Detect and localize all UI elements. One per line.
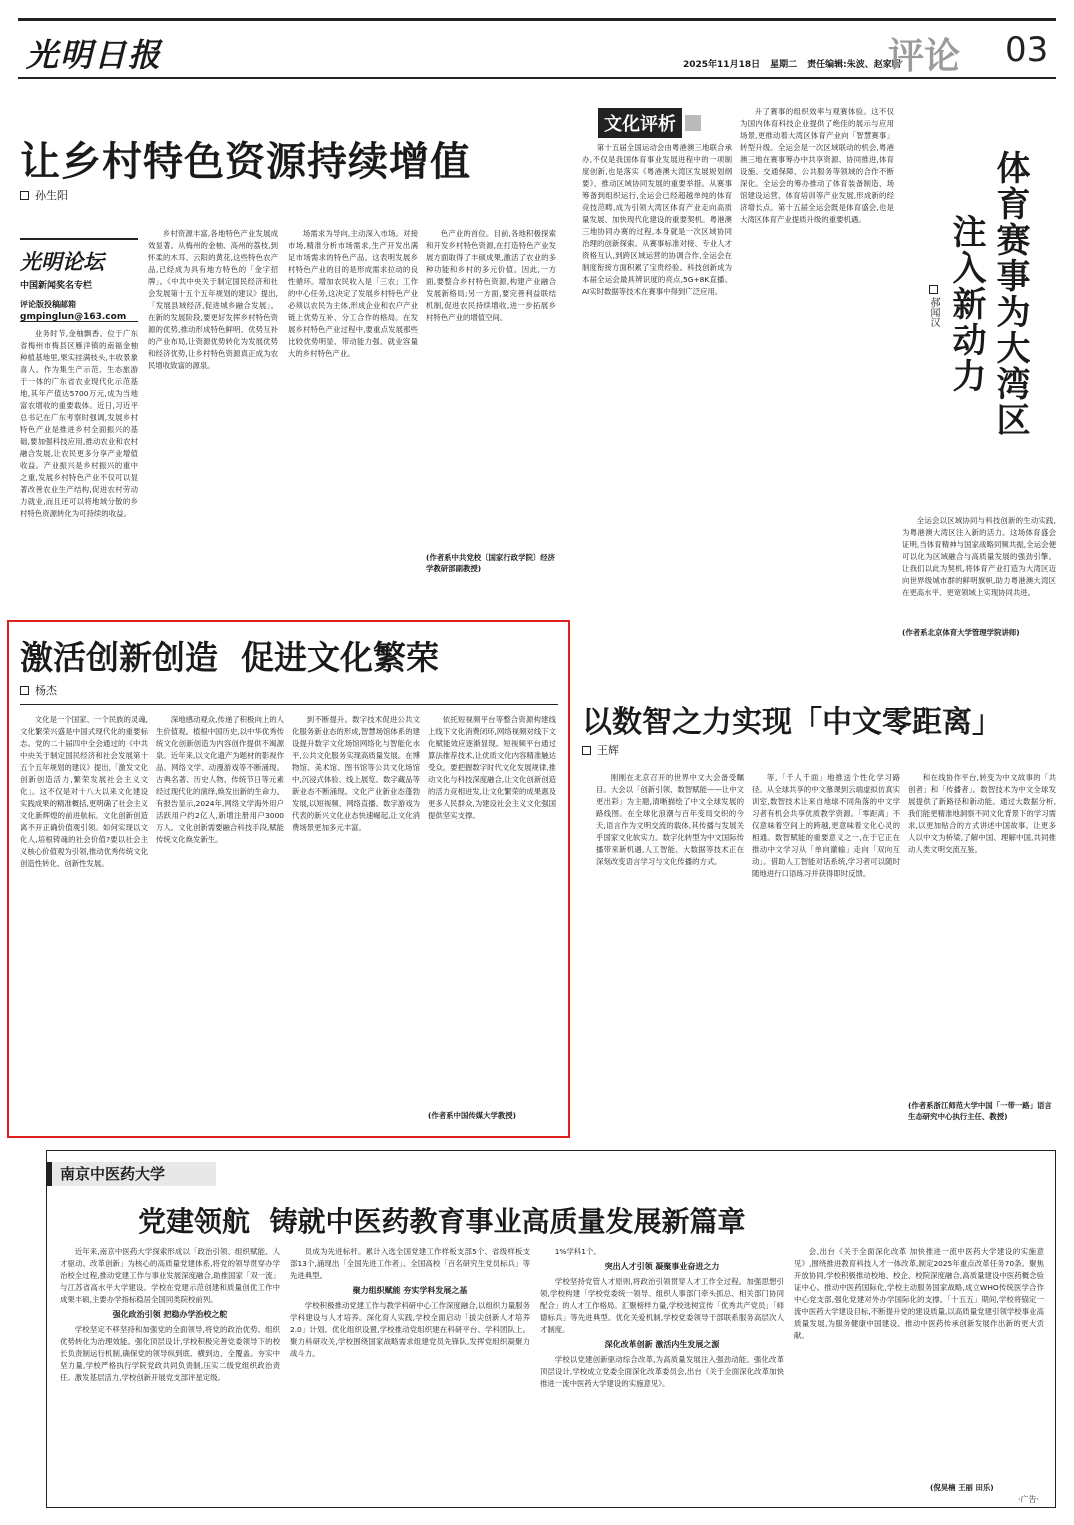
- article4-author: 王辉: [597, 744, 619, 757]
- article4-byline: [582, 742, 619, 758]
- article2-column-1: 第十五届全国运动会由粤港澳三地联合承办,不仅是我国体育事业发展进程中的一项制度创新,也是落实《粤港澳大湾区发展规划纲要》、推动区域协同发展的重要举措。从赛事筹备到组织运行,全运会已经超越单纯的体育竞技范畴,成为引领大湾区体育产业走向高质量发展、加快现代化建设的重要契机。粤港澳三地协同办赛的过程,本身就是一次区域协同治理的创新探索。从赛事标准对接、专业人才资格互认,到跨区域运营的协调合作,全运会在制度衔接方面积累了宝贵经验。科技创新成为本届全运会最具辨识度的亮点,5G+8K直播、AI实时数据等技术在赛事中得到广泛应用。: [582, 143, 732, 296]
- article1-title: 让乡村特色资源持续增值: [20, 138, 471, 185]
- masthead-bottom-rule: [18, 77, 1056, 79]
- date-line: 2025年11月18日: [683, 60, 761, 70]
- article3-credit: (作者系中国传媒大学教授): [428, 1111, 517, 1120]
- article3-column-3: 到不断提升。数字技术促进公共文化服务新业态的形成,智慧场馆体系的建设提升数字文化场馆网络化与智能化水平,公共文化服务实现高质量发展。在博物馆、美术馆、图书馆等公共文化场馆中,沉浸式体验、线上展览、数字藏品等新业态不断涌现。文化产业新业态蓬勃发展,以短视频、网络直播、数字游戏为代表的新兴文化业态快速崛起,让文化消费场景更加多元丰富。: [292, 715, 420, 832]
- article1-author: 孙生阳: [35, 189, 68, 202]
- article2-byline: [926, 285, 941, 327]
- article4-title: 以数智之力实现「中文零距离」: [582, 705, 1002, 740]
- forum-email: gmpinglun@163.com: [20, 312, 127, 322]
- culture-review-label: [598, 108, 701, 138]
- byline-square-icon: [20, 686, 29, 695]
- article3-column-4: 依托短视频平台等整合资源构建线上线下文化消费闭环,网络视频对线下文化赋能效应逐渐显现。短视频平台通过算法推荐技术,让优质文化内容精准触达受众。要把握数字时代文化发展规律,推动文化与科技深度融合,让文化创新创造的活力竞相迸发,让文化繁荣的成果惠及更多人民群众,为建设社会主义文化强国提供坚实支撑。: [428, 715, 556, 820]
- forum-box: [20, 238, 138, 322]
- editors: 责任编辑:朱波、赵家明: [807, 60, 901, 70]
- article2-title-line2: 注入新动力: [946, 214, 986, 394]
- ad-column-4: 会,出台《关于全面深化改革 加快推进一流中医药大学建设的实施意见》,围绕推进教育科技人才一体改革,制定2025年重点改革任务70条。聚焦开放协同,学校积极推动校地、校企、校院深度融合,高质量建设中医药概念验证中心。推动中医药国际化,学校主动服务国家战略,成立WHO传统医学合作中心党支部,强化党建对外办学国际化的支撑。「十五五」期间,学校将锚定一流中医药大学建设目标,不断提升党的建设质量,以高质量党建引领学校事业高质量发展,为服务健康中国建设、推动中医药传承创新发展作出新的更大贡献。: [794, 1247, 1044, 1340]
- byline-square-icon: [20, 191, 29, 200]
- top-rule: [18, 18, 1056, 21]
- article4-column-1: 刚刚在北京召开的世界中文大会备受瞩目。大会以「创新引领、数智赋能——让中文更出彩」为主题,清晰描绘了中文全球发展的路线图。在全球化浪潮与百年变局交织的今天,语言作为文明交流的载体,其传播与发展关乎国家文化软实力。数字化转型为中文国际传播带来新机遇,人工智能、大数据等技术正在深刻改变语言学习与文化传播的方式。: [596, 773, 744, 866]
- article2-author: 郝闻汉: [928, 297, 939, 328]
- forum-email-label: 评论版投稿邮箱: [20, 300, 76, 309]
- article3-title: 激活创新创造 促进文化繁荣: [20, 638, 439, 677]
- ad-column-3: 1%学科1个。 突出人才引领 凝聚事业奋进之力 学校坚持党管人才原则,将政治引领贯穿人才工作全过程。加强思想引领,学校构建「学校党委统一领导、组织人事部门牵头抓总、相关部门协同配合」的人才工作格局。汇聚榜样力量,学校选树宣传「优秀共产党员」「师德标兵」等先进典型。优化关爱机制,学校党委领导干部联系服务高层次人才制度。 深化改革创新 激活内生发展之源 学校以党建创新驱动综合改革,为高质量发展注入强劲动能。强化改革顶层设计,学校成立党委全面深化改革委员会,出台《关于全面深化改革加快推进一流中医药大学建设的实施意见》。: [540, 1247, 784, 1388]
- byline-square-icon: [582, 746, 591, 755]
- ad-subhead-1: 强化政治引领 把稳办学治校之舵: [112, 1310, 228, 1319]
- forum-title: 光明论坛: [20, 249, 104, 274]
- article4-column-3: 和在线协作平台,转变为中文故事的「共创者」和「传播者」。数智技术为中文全球发展提供了新路径和新动能。通过大数据分析,我们能更精准地洞察不同文化背景下的学习需求,以更加贴合的方式讲述中国故事。让更多人以中文为桥梁,了解中国、理解中国,共同推动人类文明交流互鉴。: [908, 773, 1056, 854]
- article1-byline: [20, 187, 68, 203]
- article3-column-2: 深地感动观众,传递了积极向上的人生价值观。植根中国历史,以中华优秀传统文化创新创造为内容创作提供不竭源泉。近年来,以文化遗产为题材的影视作品、网络文学、动漫游戏等不断涌现。古典名著、历史人物、传统节日等元素经过现代化的演绎,焕发出新的生命力。有报告显示,2024年,网络文学海外用户活跃用户约2亿人,新增注册用户3000万人。文化创新需要融合科技手段,赋能传统文化焕发新生。: [156, 715, 284, 844]
- ad-column-2: 员成为先进标杆。累计入选全国党建工作样板支部5个、省级样板支部13个,涌现出「全国先进工作者」、全国高校「百名研究生党员标兵」等先进典型。 聚力组织赋能 夯实学科发展之基 学校积极推动党建工作与教学科研中心工作深度融合,以组织力量服务学科建设与人才培养。深化育人实践,学校全面启动「拔尖创新人才培养2.0」计划。优化组织设置,学校推动党组织建在科研平台、学科团队上。聚力科研攻关,学校围绕国家战略需求组建党员先锋队,发挥党组织凝聚力战斗力。: [290, 1247, 530, 1358]
- ad-tag: ·广告·: [1018, 1495, 1040, 1504]
- article2-column-3: 全运会以区域协同与科技创新的生动实践,为粤港澳大湾区注入新的活力。这场体育盛会证明,当体育精神与国家战略同频共振,全运会便可以化为区域融合与高质量发展的强劲引擎。让我们以此为契机,将体育产业打造为大湾区迈向世界级城市群的鲜明旗帜,助力粤港澳大湾区在更高水平、更宽领域上实现协同共进。: [902, 516, 1056, 597]
- article2-column-2: 升了赛事的组织效率与观赛体验。这不仅为国内体育科技企业提供了绝佳的展示与应用场景,更推动着大湾区体育产业向「智慧赛事」转型升级。全运会是一次区域联动的机会,粤港澳三地在赛事筹办中共享资源、协同推进,体育设施、交通保障、公共服务等领域的合作不断深化。全运会的筹办推动了体育装备制造、场馆建设运营、体育培训等产业发展,形成新的经济增长点。第十五届全运会既是体育盛会,也是大湾区体育产业提质升级的重要机遇。: [740, 107, 894, 224]
- masthead-dateline: [683, 57, 901, 70]
- article1-column-3: 场需求为导向,主动深入市场。对接市场,精准分析市场需求,生产开发出满足市场需求的特色产品。这表明发展乡村特色产业的目的是形成需求拉动的良性循环。增加农民收入是「三农」工作的中心任务,这决定了发展乡村特色产业必须以农民为主体,形成企业和农户产业链上优势互补、分工合作的格局。在发展乡村特色产业过程中,要重点发展那些比较优势明显、带动能力强、就业容量大的乡村特色产业。: [288, 229, 418, 358]
- ad-org: 南京中医药大学: [60, 1165, 166, 1183]
- article3-column-1: 文化是一个国家、一个民族的灵魂,文化繁荣兴盛是中国式现代化的重要标志。党的二十届四中全会通过的《中共中央关于制定国民经济和社会发展第十五个五年规划的建议》提出,「激发文化创新创造活力,繁荣发展社会主义文化」。这不仅是对十八大以来文化建设实践成果的精准概括,更明确了社会主义文化新辉煌的前进航标。文化创新创造离不开正确价值观引领。如何实现以文化人,培根铸魂的社会价值?要以社会主义核心价值观为引领,推动优秀传统文化创造性转化、创新性发展。: [20, 715, 148, 868]
- article4-column-2: 等,「千人千面」地推送个性化学习路径。从全球共享的中文慕课到云端虚拟仿真实训室,数智技术让来自地球不同角落的中文学习者有机会共享优质教学资源。「零距离」不仅意味着空间上的跨越,更意味着文化心灵的相通。数智赋能的重要意义之一,在于它正在推动中文学习从「单向灌输」走向「双向互动」。借助人工智能对话系统,学习者可以随时随地进行口语练习并获得即时反馈。: [752, 773, 900, 878]
- ad-credit: (倪昊楠 王丽 田乐): [930, 1483, 994, 1492]
- section-name: 评论: [888, 35, 961, 77]
- article1-column-2: 乡村资源丰富,各地特色产业发展成效显著。从梅州的金柚、高州的荔枝,到怀柔的木耳、云阳的黄花,这些特色农产品,已经成为具有地方特色的「金字招牌」。《中共中央关于制定国民经济和社会发展第十五个五年规划的建议》提出,「发展县域经济,促进城乡融合发展」。在新的发展阶段,要更好发挥乡村特色资源的优势,推动形成特色鲜明、优势互补的产业布局,让资源优势转化为发展优势和经济优势,让乡村特色资源真正成为农民增收致富的源泉。: [148, 229, 278, 370]
- culture-review-text: 文化评析: [598, 108, 682, 138]
- label-decor-icon: [685, 115, 701, 131]
- article2-title-line1: 体育赛事为大湾区: [990, 150, 1030, 438]
- ad-org-tag: [46, 1162, 216, 1186]
- ad-title: 党建领航 铸就中医药教育事业高质量发展新篇章: [138, 1205, 746, 1238]
- article1-credit: (作者系中共党校〔国家行政学院〕经济学教研部副教授): [426, 553, 556, 573]
- ad-subhead-4: 深化改革创新 激活内生发展之源: [604, 1340, 720, 1349]
- page-number: 03: [1005, 30, 1049, 70]
- ad-column-1: 近年来,南京中医药大学探索形成以「政治引领、组织赋能、人才驱动、改革创新」为核心的高质量党建体系,将党的领导贯穿办学治校全过程,推动党建工作与事业发展深度融合,助推国家「双一流」与江苏省高水平大学建设。学校在党建示范创建和质量创优工作中成果丰硕,主要办学指标稳居全国同类院校前列。 强化政治引领 把稳办学治校之舵 学校坚定不移坚持和加强党的全面领导,将党的政治优势、组织优势转化为治理效能。强化顶层设计,学校积极完善党委领导下的校长负责制运行机制,确保党的领导纵到底、横到边、全覆盖。夯实中坚力量,学校严格执行学院党政共同负责制,压实二级党组织政治责任。激发基层活力,学校创新开展党支部评星定级。: [60, 1247, 280, 1382]
- article3-byline: [20, 682, 57, 698]
- forum-subtitle: 中国新闻奖名专栏: [20, 281, 93, 291]
- ad-subhead-3: 突出人才引领 凝聚事业奋进之力: [604, 1262, 720, 1271]
- article3-author: 杨杰: [35, 684, 57, 697]
- article1-column-1: 业务时节,金柚飘香。位于广东省梅州市梅县区雁洋镇的南福金柚种植基地里,果实挂满枝头,丰收景象喜人。作为集生产示范、生态旅游于一体的广东省农业现代化示范基地,其年产值达5700万元,成为当地富农增收的重要载体。近日,习近平总书记在广东考察时强调,发展乡村特色产业是推进乡村全面振兴的基础,要加强科技应用,推动农业和农村融合发展,让农民更多分享产业增值收益。产业振兴是乡村振兴的重中之重,发展乡村特色产业不仅可以显著改善农业生产结构,促进农村劳动力就业,而且还可以将地域分散的乡村特色资源转化为可持续的收益。: [20, 329, 138, 518]
- article1-column-4: 色产业的首位。目前,各地积极探索和开发乡村特色资源,在打造特色产业发展方面取得了丰硕成果,激活了农业的多种功能和乡村的多元价值。因此,一方面,要整合乡村特色资源,构建产业融合发展新格局;另一方面,要完善利益联结机制,促进农民持续增收,进一步拓展乡村特色产业的增值空间。: [426, 229, 556, 322]
- ad-subhead-2: 聚力组织赋能 夯实学科发展之基: [352, 1286, 468, 1295]
- article2-credit: (作者系北京体育大学管理学院讲师): [902, 628, 1020, 637]
- article3-rule: [20, 704, 558, 705]
- article4-credit: (作者系浙江师范大学中国「一带一路」语言生态研究中心执行主任、教授): [908, 1101, 1052, 1121]
- byline-square-icon: [929, 285, 938, 294]
- weekday: 星期二: [770, 60, 798, 70]
- paper-name-logo: 光明日报: [26, 36, 163, 74]
